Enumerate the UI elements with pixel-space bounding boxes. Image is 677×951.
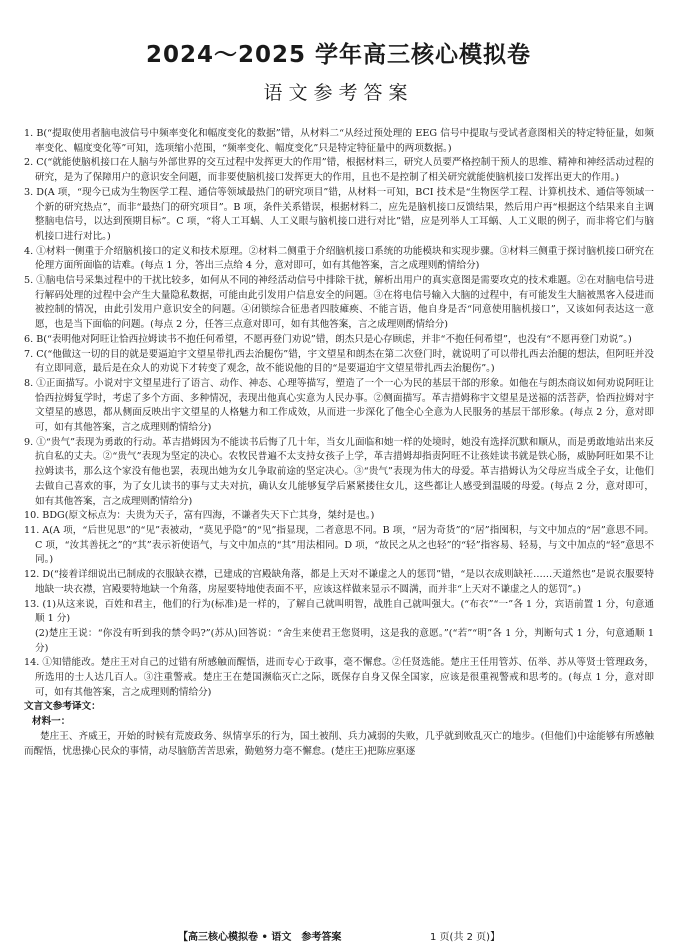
answer-13-part-1: 13. (1)从这来说，百姓和君主，他们的行为(标准)是一样的，了解自己就叫明智，战胜自己就叫强大。(“布衣”“一”各 1 分，宾语前置 1 分，句意通顺 1 分) <box>24 598 654 625</box>
answer-12: 12. D(“接着详细说出已制成的衣服缺衣襟，已建成的宫殿缺角落，都是上天对不谦虚之人的惩罚”错，“是以衣成则缺衽……天道然也”是说衣服要特地缺一块衣襟，宫殿要特地缺一个角落，房屋要特地使表面不平，应该这样做来显示不圆满，而并非“上天对不谦虚之人的惩罚”。) <box>24 569 654 595</box>
footer-page-number: 1 页(共 2 页)】 <box>430 932 501 943</box>
answer-4: 4. ①材料一侧重于介绍脑机接口的定义和技术原理。②材料二侧重于介绍脑机接口系统的功能模块和实现步骤。③材料三侧重于探讨脑机接口研究在伦理方面所面临的诘难。(每点 1 分，答出三点给 4 分，意对即可，如有其他答案，言之成理则酌情给分) <box>24 245 654 272</box>
answer-1: 1. B(“提取使用者脑电波信号中频率变化和幅度变化的数据”错，从材料二“从经过预处理的 EEG 信号中提取与受试者意图相关的特定特征量，如频率变化、幅度变化等”可知，选项缩小范围，“频率变化、幅度变化”只是特定特征量中的两项数据。) <box>24 128 654 154</box>
answer-3: 3. D(A 项，“现今已成为生物医学工程、通信等领域最热门的研究项目”错，从材料一可知，BCI 技术是“生物医学工程、计算机技术、通信等领域一个新的研究热点”，而非“最热门的研究项目”。B 项，条件关系错误，根据材料二，应先是脑机接口反馈结果，然后用户再“根据这个结果来自主调整脑电信号，以达到预期目标”。C 项，“将人工耳蜗、人工义眼与脑机接口进行对比”错，应是列举人工耳蜗、人工义眼的例子，而非将它们与脑机接口进行对比。) <box>24 186 654 242</box>
answer-14: 14. ①知错能改。楚庄王对自己的过错有所感触而醒悟，进而专心于政事，毫不懈怠。②任贤选能。楚庄王任用管苏、伍举、苏从等贤士管理政务，所选用的士人达几百人。③注重警戒。楚庄王在楚国濒临灭亡之际，既保存自身又保全国家，应该是很重视警戒和思考的。(每点 1 分，意对即可，如有其他答案，言之成理则酌情给分) <box>24 657 654 698</box>
answer-10: 10. BDG(原文标点为：夫贵为天子，富有四海，不谦者失天下亡其身，桀纣是也。) <box>24 510 375 522</box>
answer-11: 11. A(A 项，“后世见思”的“见”表被动，“莫见乎隐”的“见”指显现，二者意思不同。B 项，“居为奇货”的“居”指囤积，与文中加点的“居”意思不同。C 项，“汝其善抚之”的“其”表示祈使语气，与文中加点的“其”用法相同。D 项，“故民之从之也轻”的“轻”指容易、轻易，与文中加点的“轻”意思不同。) <box>24 524 654 566</box>
page-subtitle: 语文参考答案 <box>263 82 414 104</box>
answer-5: 5. ①脑电信号采集过程中的干扰比较多，如何从不同的神经活动信号中排除干扰，解析出用户的真实意图是需要攻克的技术难题。②在对脑电信号进行解码处理的过程中会产生大量隐私数据，可能由此引发用户信息安全的问题。③在将电信号输入大脑的过程中，有可能发生大脑被黑客入侵进而被控制的情况，由此引发用户意识安全的问题。④闭锁综合征患者四肢瘫痪、不能言语，他自身是否“同意使用脑机接口”，又该如何表达这一意愿，也是当下面临的问题。(每点 2 分，任答三点意对即可，如有其他答案，言之成理则酌情给分) <box>24 275 654 331</box>
footer-title: 【高三核心模拟卷 • 语文 参考答案 <box>178 932 342 943</box>
translation-body: 楚庄王、齐威王，开始的时候有荒废政务、纵情享乐的行为，国土被削、兵力减弱的失败，几乎就到败乱灭亡的地步。(但他们)中途能够有所感触而醒悟，忧患操心民众的事情，动尽脑筋苦苦思索，勤勉努力毫不懈怠。(楚庄王)把陈应驱逐 <box>24 730 654 757</box>
answer-7: 7. C(“他做这一切的目的就是要逼迫宇文望星带扎西去治腿伤”错，宇文望星和朗杰在第二次登门时，就说明了可以带扎西去治腿的想法，但阿旺并没有立即同意，最后是在众人的劝说下才转变了观念，故不能说他的目的“是要逼迫宇文望星带扎西去治腿伤”。) <box>24 348 654 375</box>
answer-13-part-2: (2)楚庄王说：“你没有听到我的禁令吗?”(苏从)回答说：“舍生来使君王您贤明，这是我的意愿。”(“若”“明”各 1 分，判断句式 1 分，句意通顺 1 分) <box>35 627 654 654</box>
translation-heading: 文言文参考译文： <box>24 701 101 713</box>
material-label: 材料一： <box>32 716 71 728</box>
answer-9: 9. ①“贵气”表现为勇敢的行动。革吉措姆因为不能读书后悔了几十年，当女儿面临和她一样的处境时，她没有选择沉默和顺从，而是勇敢地站出来反抗自私的丈夫。②“贵气”表现为坚定的决心。农牧民普遍不太支持女孩子上学，革吉措姆却指责阿旺不让孩娃读书就是铁心肠，威胁阿旺如果不让拉姆读书，那么这个家没有他也罢，表现出她为女儿争取前途的坚定决心。③“贵气”表现为伟大的母爱。革吉措姆认为父母应当成全子女，让他们去做自己喜欢的事，为了女儿读书的事与丈夫对抗，确认女儿能够复学后紧紧搂住女儿，这些都让人感受到温暖的母爱。(每点 2 分，意对即可，如有其他答案，言之成理则酌情给分) <box>24 436 654 507</box>
answer-2: 2. C(“就能使脑机接口在人脑与外部世界的交互过程中发挥更大的作用”错，根据材料三，研究人员要严格控制干预人的思维、精神和神经活动过程的研究，是为了保障用户的意识安全问题，而非要使脑机接口发挥更大的作用，且也不是控制了相关研究就能使脑机接口发挥出更大的作用。) <box>24 157 654 184</box>
page-title: 2024～2025 学年高三核心模拟卷 <box>145 42 532 68</box>
answer-8: 8. ①正面描写。小说对宇文望星进行了语言、动作、神态、心理等描写，塑造了一个一心为民的基层干部的形象。如他在与朗杰商议如何劝说阿旺让恰西拉姆复学时，考虑了多个方面、多种情况，表现出他真心实意为人民办事。②侧面描写。革吉措姆称宇文望星是送福的活菩萨，恰西拉姆对宇文望星的感恩，都从侧面反映出宇文望星的人格魅力和工作成效，从而进一步深化了他全心全意为人民服务的基层干部形象。(每点 2 分，意对即可，如有其他答案，言之成理则酌情给分) <box>24 377 654 434</box>
answer-content <box>24 127 654 759</box>
answer-6: 6. B(“表明他对阿旺让恰西拉姆读书不抱任何希望，不愿再登门劝说”错，朗杰只是心存顾虑，并非“不抱任何希望”，也没有“不愿再登门劝说”。) <box>24 333 632 345</box>
